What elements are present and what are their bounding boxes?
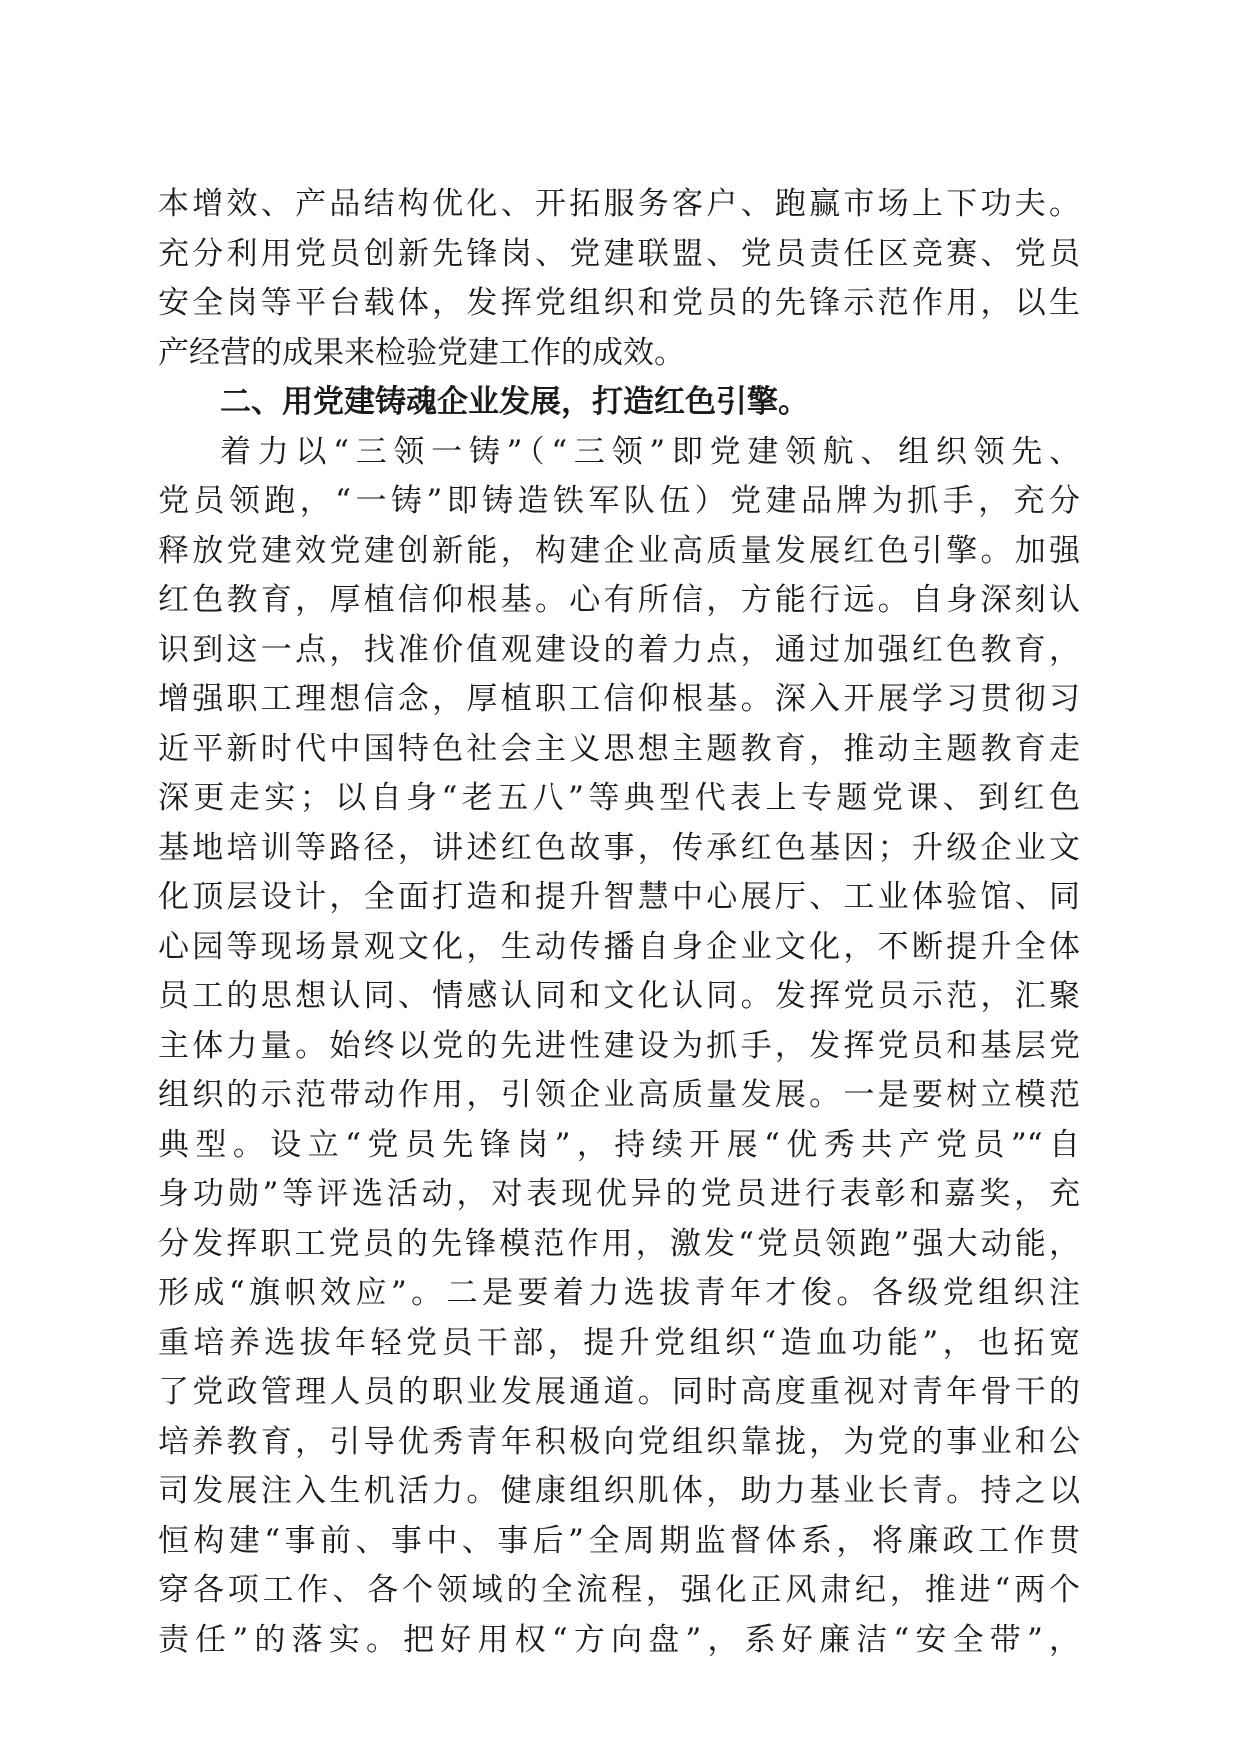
paragraph-line: 责任”的落实。把好用权“方向盘”，系好廉洁“安全带”， <box>158 1621 1080 1658</box>
paragraph-line: 本增效、产品结构优化、开拓服务客户、跑赢市场上下功夫。 <box>158 186 1080 222</box>
paragraph-line: 组织的示范带动作用，引领企业高质量发展。一是要树立模范 <box>158 1077 1080 1113</box>
paragraph-line: 恒构建“事前、事中、事后”全周期监督体系，将廉政工作贯 <box>158 1522 1080 1559</box>
paragraph-line: 释放党建效党建创新能，构建企业高质量发展红色引擎。加强 <box>158 532 1080 569</box>
paragraph-line: 培养教育，引导优秀青年积极向党组织靠拢，为党的事业和公 <box>158 1423 1080 1460</box>
paragraph-line: 产经营的成果来检验党建工作的成效。 <box>158 334 685 371</box>
paragraph-line: 基地培训等路径，讲述红色故事，传承红色基因；升级企业文 <box>158 829 1080 866</box>
paragraph-line: 充分利用党员创新先锋岗、党建联盟、党员责任区竞赛、党员 <box>158 235 1080 272</box>
section-heading: 二、用党建铸魂企业发展，打造红色引擎。 <box>220 384 809 420</box>
paragraph-line: 深更走实；以自身“老五八”等典型代表上专题党课、到红色 <box>158 780 1080 816</box>
paragraph-line: 司发展注入生机活力。健康组织肌体，助力基业长青。持之以 <box>158 1473 1080 1509</box>
paragraph-line: 了党政管理人员的职业发展通道。同时高度重视对青年骨干的 <box>158 1374 1080 1410</box>
paragraph-line: 红色教育，厚植信仰根基。心有所信，方能行远。自身深刻认 <box>158 582 1080 618</box>
paragraph-line: 身功勋”等评选活动，对表现优异的党员进行表彰和嘉奖，充 <box>158 1176 1080 1212</box>
paragraph-line: 员工的思想认同、情感认同和文化认同。发挥党员示范，汇聚 <box>158 978 1080 1014</box>
paragraph-line: 典型。设立“党员先锋岗”，持续开展“优秀共产党员”“自 <box>158 1126 1080 1163</box>
paragraph-line: 重培养选拔年轻党员干部，提升党组织“造血功能”，也拓宽 <box>158 1324 1080 1361</box>
paragraph-line: 主体力量。始终以党的先进性建设为抓手，发挥党员和基层党 <box>158 1027 1080 1064</box>
paragraph-line: 形成“旗帜效应”。二是要着力选拔青年才俊。各级党组织注 <box>158 1275 1080 1311</box>
paragraph-line: 着力以“三领一铸”（“三领”即党建领航、组织领先、 <box>220 433 1080 470</box>
paragraph-line: 化顶层设计，全面打造和提升智慧中心展厅、工业体验馆、同 <box>158 879 1080 915</box>
paragraph-line: 识到这一点，找准价值观建设的着力点，通过加强红色教育， <box>158 631 1080 668</box>
document-body <box>158 180 1080 1665</box>
paragraph-line: 安全岗等平台载体，发挥党组织和党员的先锋示范作用，以生 <box>158 285 1080 321</box>
paragraph-line: 增强职工理想信念，厚植职工信仰根基。深入开展学习贯彻习 <box>158 681 1080 717</box>
paragraph-line: 穿各项工作、各个领域的全流程，强化正风肃纪，推进“两个 <box>158 1572 1080 1608</box>
paragraph-1 <box>158 180 1080 378</box>
paragraph-2 <box>158 428 1080 1666</box>
paragraph-line: 分发挥职工党员的先锋模范作用，激发“党员领跑”强大动能， <box>158 1225 1080 1262</box>
paragraph-line: 心园等现场景观文化，生动传播自身企业文化，不断提升全体 <box>158 928 1080 965</box>
paragraph-line: 近平新时代中国特色社会主义思想主题教育，推动主题教育走 <box>158 730 1080 767</box>
paragraph-line: 党员领跑，“一铸”即铸造铁军队伍）党建品牌为抓手，充分 <box>158 483 1080 519</box>
